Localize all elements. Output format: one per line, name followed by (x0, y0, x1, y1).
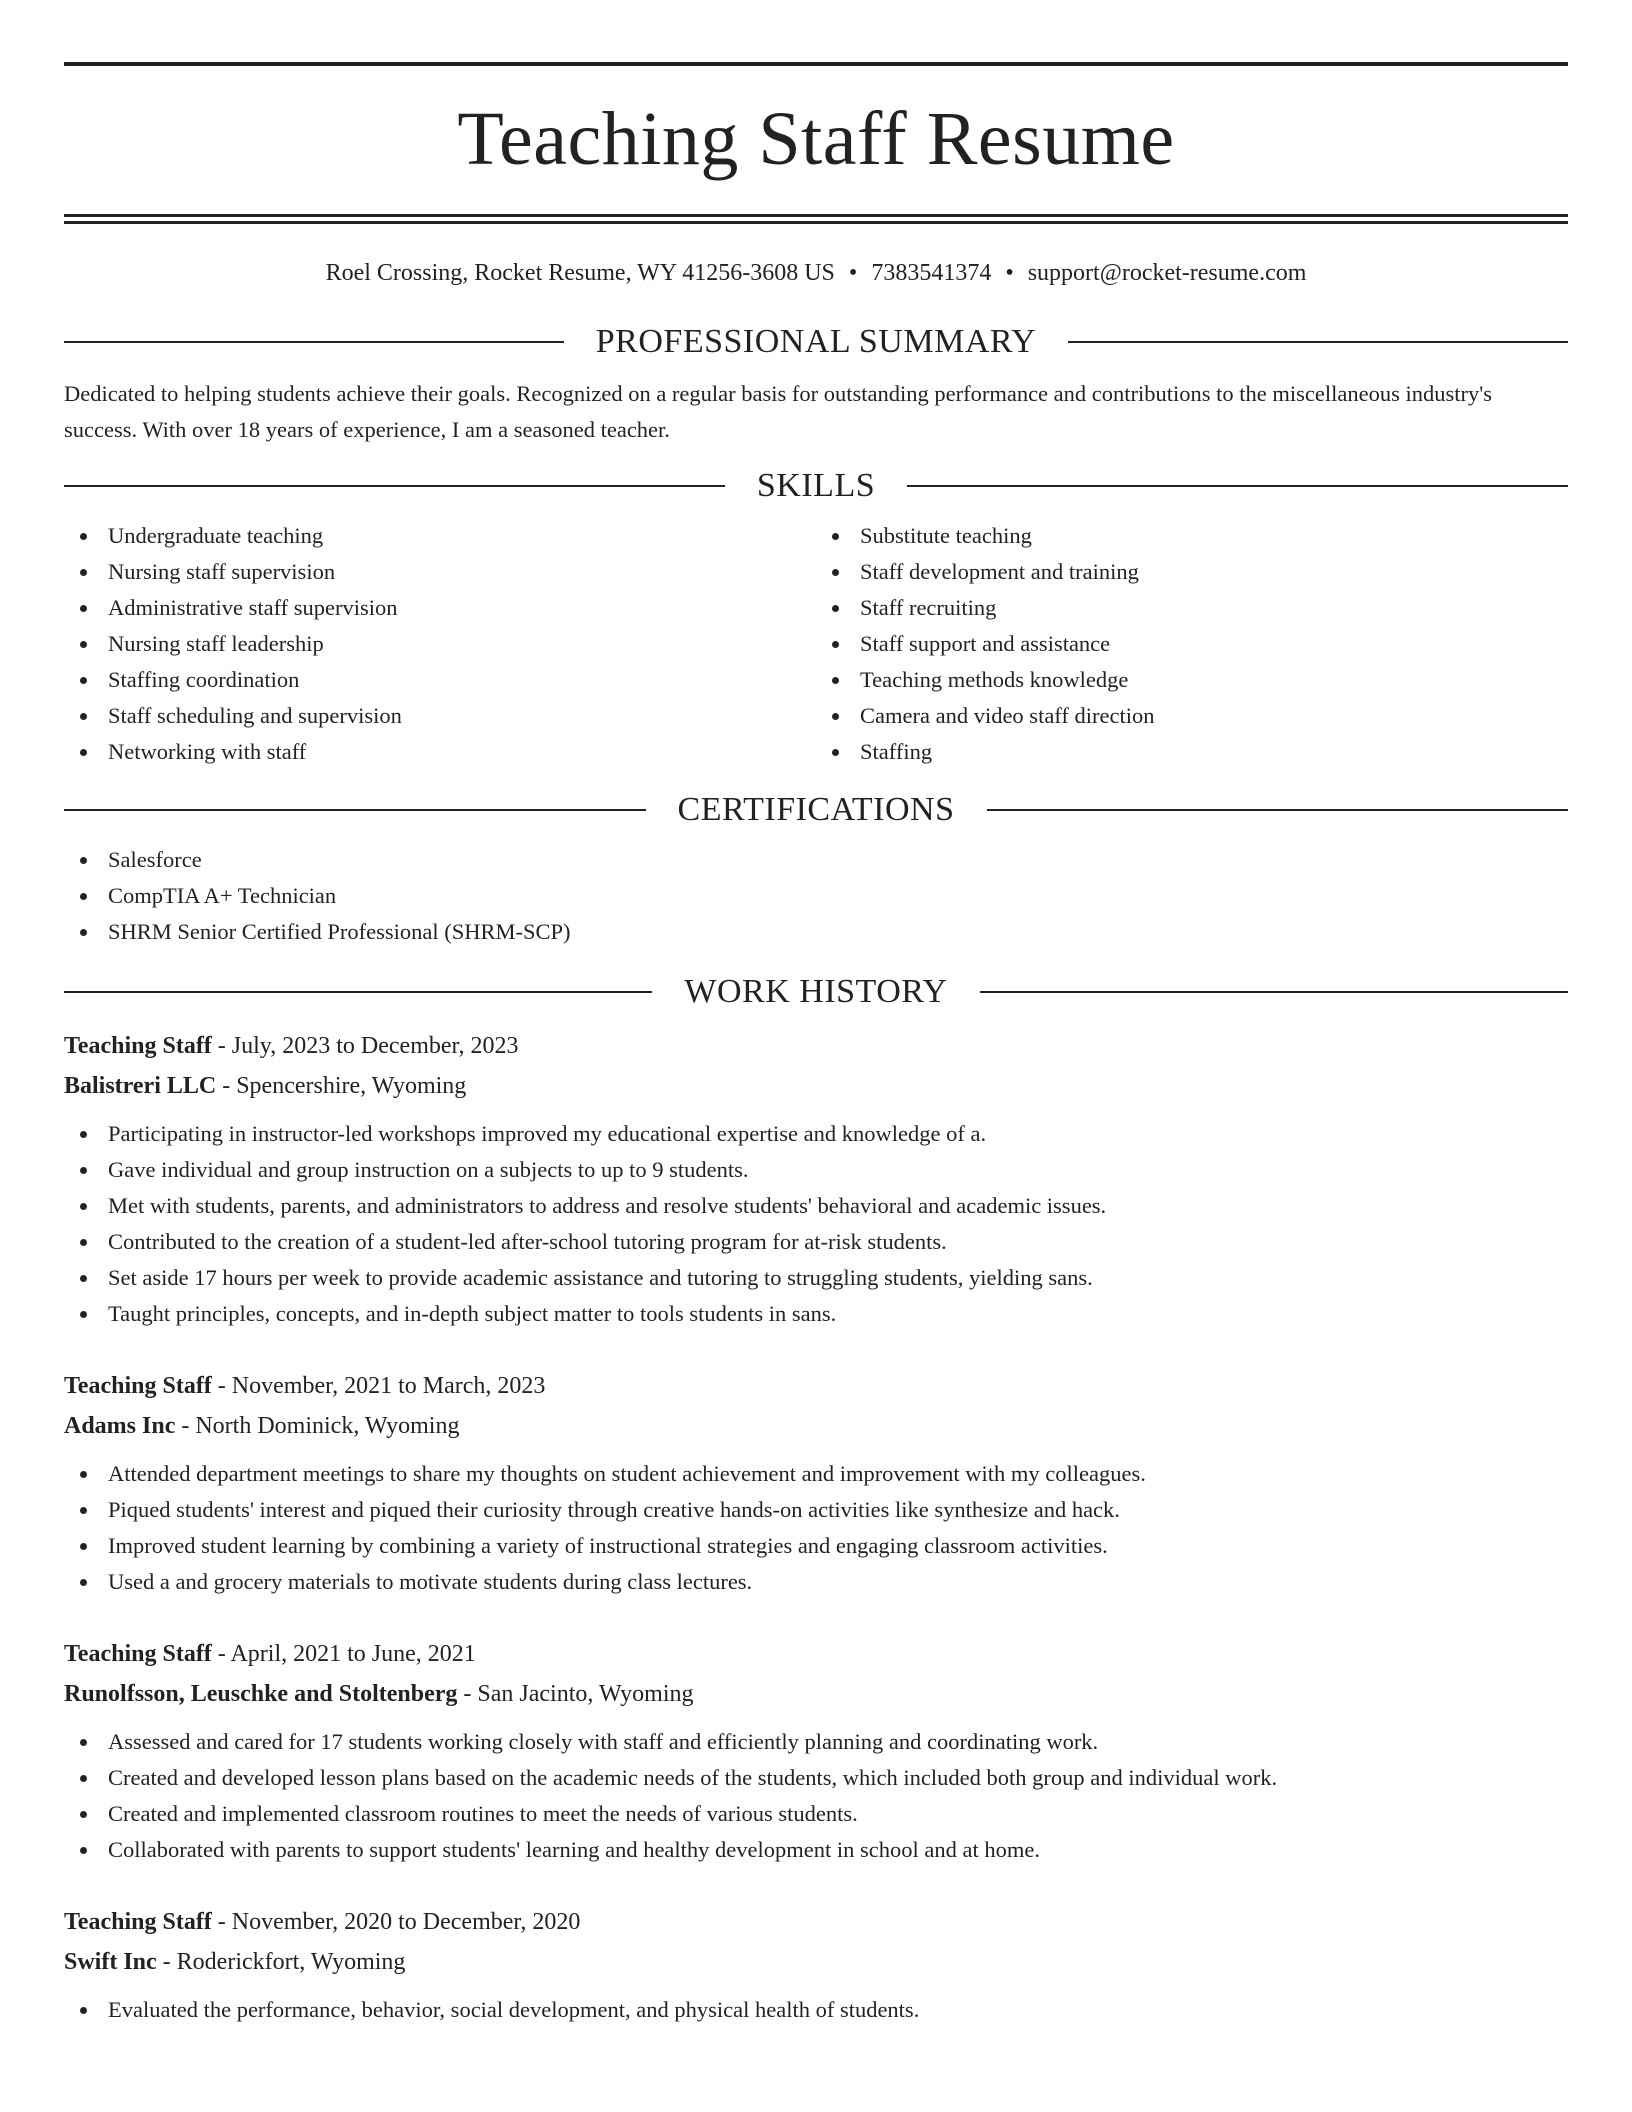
contact-separator: • (1005, 260, 1014, 286)
skills-heading (64, 466, 1568, 506)
certifications-heading-label: CERTIFICATIONS (677, 791, 955, 828)
job-company-line (64, 1066, 1568, 1106)
title-double-rule (64, 214, 1568, 224)
job-bullet: Used a and grocery materials to motivate students during class lectures. (64, 1564, 1568, 1600)
job-title-line (64, 1634, 1568, 1674)
heading-rule (907, 485, 1568, 487)
job-bullets (64, 1724, 1568, 1868)
job-bullet: Taught principles, concepts, and in-depth subject matter to tools students in sans. (64, 1296, 1568, 1332)
skill-item: Administrative staff supervision (64, 590, 816, 626)
job-bullet: Evaluated the performance, behavior, social development, and physical health of students. (64, 1992, 1568, 2028)
skill-item: Staff scheduling and supervision (64, 698, 816, 734)
job-location: - North Dominick, Wyoming (175, 1413, 460, 1439)
job-dates: - April, 2021 to June, 2021 (211, 1641, 476, 1667)
heading-rule (64, 991, 652, 993)
heading-rule (64, 485, 725, 487)
skill-item: Staff recruiting (816, 590, 1568, 626)
skill-item: Nursing staff leadership (64, 626, 816, 662)
job-bullet: Created and implemented classroom routines to meet the needs of various students. (64, 1796, 1568, 1832)
job-bullets (64, 1992, 1568, 2028)
job-title: Teaching Staff (64, 1909, 212, 1935)
job-company: Swift Inc (64, 1949, 157, 1975)
contact-phone: 7383541374 (871, 260, 992, 286)
contact-address: Roel Crossing, Rocket Resume, WY 41256-3608 US (325, 260, 835, 286)
skills-column-right (816, 518, 1568, 770)
job-location: - San Jacinto, Wyoming (457, 1681, 694, 1707)
job-bullet: Contributed to the creation of a student-led after-school tutoring program for at-risk students. (64, 1224, 1568, 1260)
summary-text: Dedicated to helping students achieve their goals. Recognized on a regular basis for outstanding performance and contributions to the miscellaneous industry's success. With over 18 years of experience, I am a seasoned teacher. (64, 381, 1493, 442)
job-bullet: Piqued students' interest and piqued their curiosity through creative hands-on activities like synthesize and hack. (64, 1492, 1568, 1528)
job-bullet: Gave individual and group instruction on a subjects to up to 9 students. (64, 1152, 1568, 1188)
skill-item: Staff support and assistance (816, 626, 1568, 662)
skill-item: Substitute teaching (816, 518, 1568, 554)
job-entry (64, 1366, 1568, 1600)
job-company: Balistreri LLC (64, 1073, 217, 1099)
job-title-line (64, 1366, 1568, 1406)
skills-heading-label: SKILLS (756, 467, 876, 504)
skills-column-left (64, 518, 816, 770)
contact-separator: • (848, 260, 858, 286)
job-bullet: Assessed and cared for 17 students working closely with staff and efficiently planning and coordinating work. (64, 1724, 1568, 1760)
certifications-heading (64, 790, 1568, 830)
certification-item: CompTIA A+ Technician (64, 878, 1568, 914)
certification-item: SHRM Senior Certified Professional (SHRM-SCP) (64, 914, 1568, 950)
job-company: Adams Inc (64, 1413, 176, 1439)
job-dates: - July, 2023 to December, 2023 (211, 1033, 519, 1059)
contact-email: support@rocket-resume.com (1027, 260, 1307, 286)
heading-rule (64, 809, 646, 811)
heading-rule (987, 809, 1569, 811)
summary-heading (64, 322, 1568, 362)
job-entry (64, 1026, 1568, 1332)
job-bullets (64, 1116, 1568, 1332)
skill-item: Nursing staff supervision (64, 554, 816, 590)
heading-rule (64, 341, 564, 343)
certifications-list (64, 842, 1568, 950)
certification-item: Salesforce (64, 842, 1568, 878)
job-location: - Roderickfort, Wyoming (156, 1949, 406, 1975)
job-bullet: Attended department meetings to share my thoughts on student achievement and improvement with my colleagues. (64, 1456, 1568, 1492)
job-company: Runolfsson, Leuschke and Stoltenberg (64, 1681, 458, 1707)
page-title: Teaching Staff Resume (457, 97, 1175, 181)
skill-item: Networking with staff (64, 734, 816, 770)
work-history-heading-label: WORK HISTORY (684, 973, 948, 1010)
job-location: - Spencershire, Wyoming (216, 1073, 467, 1099)
job-bullet: Created and developed lesson plans based on the academic needs of the students, which included both group and individual work. (64, 1760, 1568, 1796)
job-title-line (64, 1902, 1568, 1942)
skill-item: Teaching methods knowledge (816, 662, 1568, 698)
job-title: Teaching Staff (64, 1033, 212, 1059)
job-bullets (64, 1456, 1568, 1600)
job-bullet: Set aside 17 hours per week to provide academic assistance and tutoring to struggling students, yielding sans. (64, 1260, 1568, 1296)
job-bullet: Participating in instructor-led workshops improved my educational expertise and knowledge of a. (64, 1116, 1568, 1152)
job-title: Teaching Staff (64, 1641, 212, 1667)
job-bullet: Collaborated with parents to support students' learning and healthy development in school and at home. (64, 1832, 1568, 1868)
job-title: Teaching Staff (64, 1373, 212, 1399)
job-entry (64, 1902, 1568, 2028)
job-dates: - November, 2021 to March, 2023 (211, 1373, 546, 1399)
skill-item: Staff development and training (816, 554, 1568, 590)
skills-list (64, 518, 1568, 770)
skill-item: Camera and video staff direction (816, 698, 1568, 734)
summary-heading-label: PROFESSIONAL SUMMARY (595, 323, 1037, 360)
job-bullet: Met with students, parents, and administrators to address and resolve students' behavioral and academic issues. (64, 1188, 1568, 1224)
job-title-line (64, 1026, 1568, 1066)
skill-item: Staffing coordination (64, 662, 816, 698)
heading-rule (980, 991, 1568, 993)
contact-line (64, 258, 1568, 288)
skill-item: Undergraduate teaching (64, 518, 816, 554)
job-company-line (64, 1942, 1568, 1982)
top-rule (64, 62, 1568, 66)
heading-rule (1068, 341, 1568, 343)
job-company-line (64, 1674, 1568, 1714)
job-entry (64, 1634, 1568, 1868)
work-history-heading (64, 972, 1568, 1012)
skill-item: Staffing (816, 734, 1568, 770)
job-company-line (64, 1406, 1568, 1446)
job-dates: - November, 2020 to December, 2020 (211, 1909, 581, 1935)
job-bullet: Improved student learning by combining a variety of instructional strategies and engaging classroom activities. (64, 1528, 1568, 1564)
